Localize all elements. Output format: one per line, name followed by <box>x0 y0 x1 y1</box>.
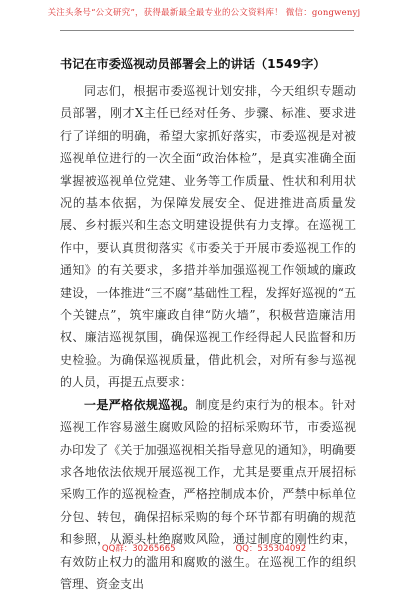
page-footer <box>0 542 408 554</box>
page-header-banner: 关注头条号“公文研究”，获得最新最全最专业的公文资料库！ 微信：gongwenyj <box>47 8 361 18</box>
section-1-heading: 一是严格依规巡视。 <box>84 397 196 412</box>
paragraph-intro: 同志们，根据市委巡视计划安排，今天组织专题动员部署，刚才X主任已经对任务、步骤、标准、要求进行了详细的明确，希望大家抓好落实，市委巡视是对被巡视单位进行的一次全面“政治体检”，是真实准确全面掌握被巡视单位党建、业务等工作质量、性状和利用状况的基本依据，为保障发展安全、促进推进高质量发展、乡村振兴和生态文明建设提供有力支撑。在巡视工作中，要认真贯彻落实《市委关于开展市委巡视工作的通知》的有关要求，多措并举加强巡视工作领域的廉政建设，一体推进“三不腐”基础性工程，发挥好巡视的“五个关键点”，筑牢廉政自律“防火墙”，积极营造廉洁用权、廉洁巡视氛围，确保巡视工作经得起人民监督和历史检验。为确保巡视质量，借此机会，对所有参与巡视的人员，再提五点要求： <box>60 84 356 390</box>
paragraph-section-1 <box>60 394 356 595</box>
qq-group-label: QQ群：30265665 <box>101 544 176 554</box>
section-1-text: 制度是约束行为的根本。针对巡视工作容易滋生腐败风险的招标采购环节，市委巡视办印发了《关于加强巡视相关指导意见的通知》，明确要求各地依法依规开展巡视工作，尤其是要重点开展招标采购工作的巡视检查，严格控制成本价，严禁中标单位分包、转包，确保招标采购的每个环节都有明确的规范和参照，从源头杜绝腐败风险，通过制度的刚性约束，有效防止权力的滥用和腐败的滋生。在巡视工作的组织管理、资金支出 <box>60 397 356 591</box>
qq-contact-label: QQ：535304092 <box>235 544 307 554</box>
header-divider <box>60 30 354 31</box>
document-title: 书记在市委巡视动员部署会上的讲话（1549字） <box>60 57 326 71</box>
document-body <box>60 80 356 595</box>
